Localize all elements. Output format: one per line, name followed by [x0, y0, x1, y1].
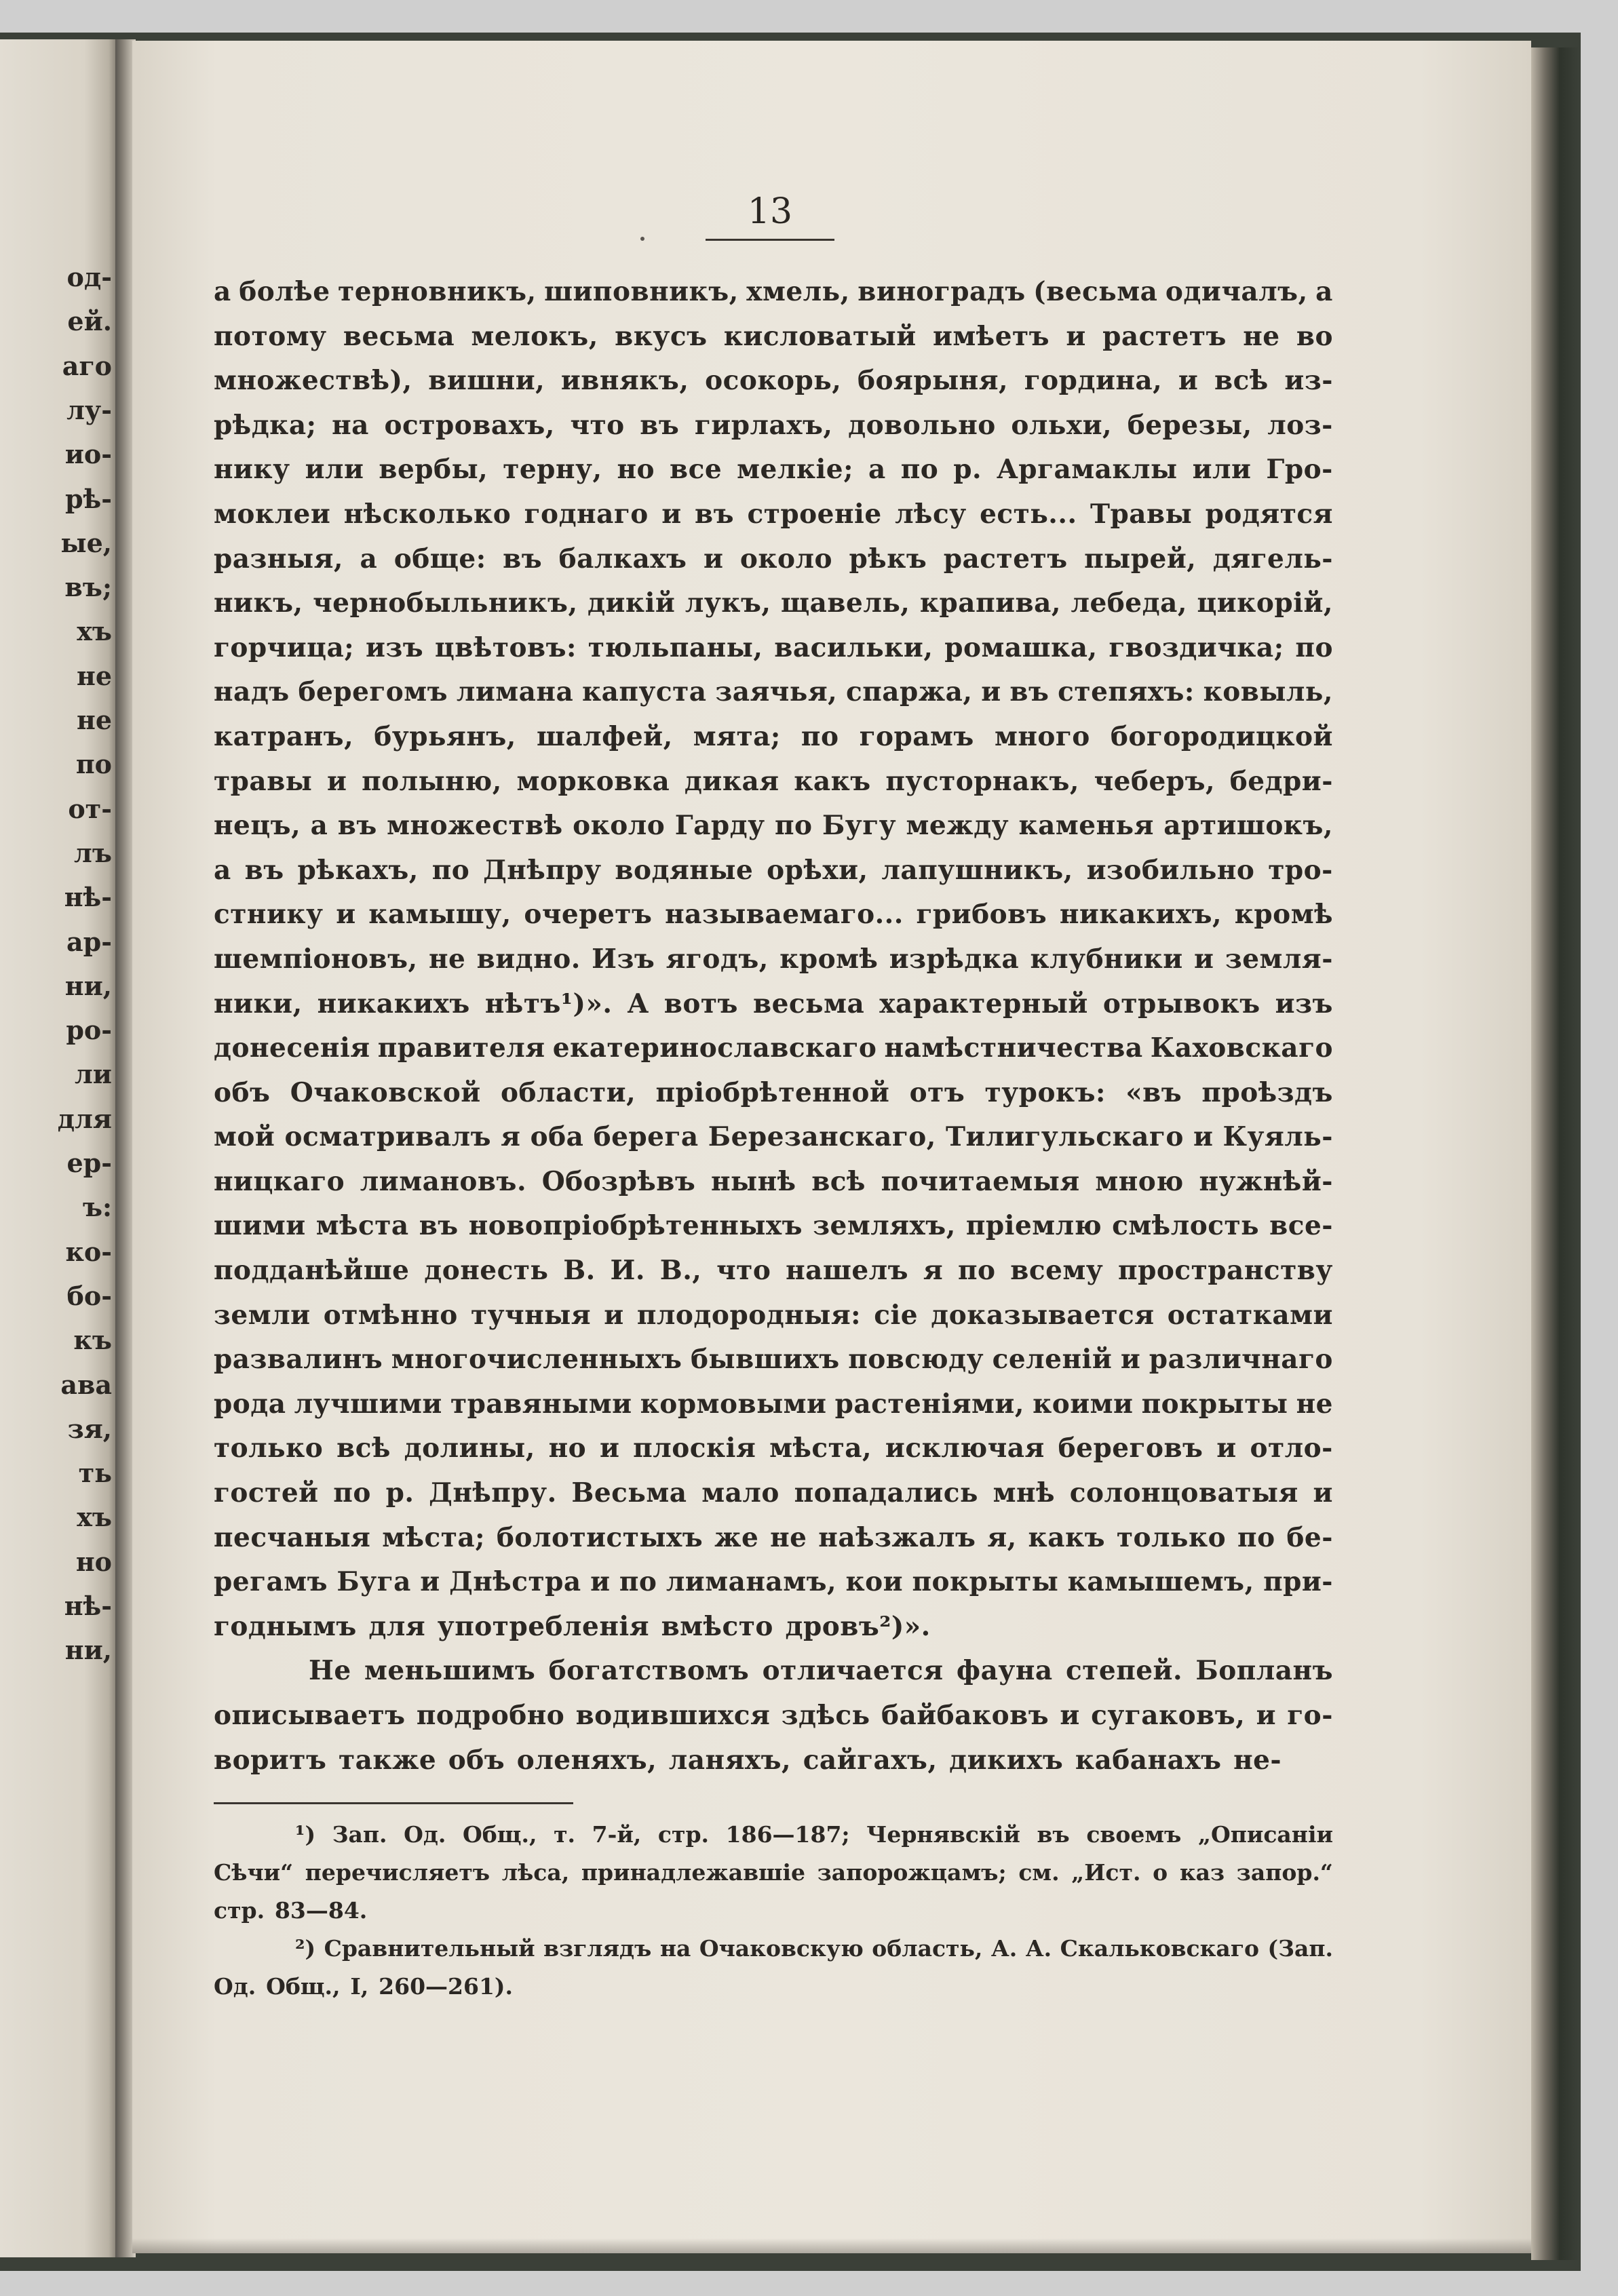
left-page-text-fragment: но	[75, 1546, 112, 1577]
body-text-line: Не меньшимъ богатствомъ отличается фауна степей. Бопланъ	[309, 1655, 1333, 1687]
body-text-line: рода лучшими травяными кормовыми растеніями, коими покрыты не	[214, 1388, 1333, 1420]
left-page-text-fragment: въ;	[64, 572, 112, 603]
left-page-text-fragment: къ	[73, 1325, 112, 1356]
body-text-line: земли отмѣнно тучныя и плодородныя: сіе доказывается остатками	[214, 1299, 1333, 1331]
body-text-line: песчаныя мѣста; болотистыхъ же не наѣзжалъ я, какъ только по бе-	[214, 1521, 1333, 1553]
body-text-line: моклеи нѣсколько годнаго и въ строеніе лѣсу есть... Травы родятся	[214, 498, 1333, 530]
left-page-text-fragment: рѣ-	[64, 483, 112, 514]
left-page-edge	[0, 39, 121, 2257]
body-text-line: гостей по р. Днѣпру. Весьма мало попадались мнѣ солонцоватыя и	[214, 1477, 1333, 1509]
left-page-text-fragment: ни,	[64, 1635, 112, 1666]
body-text-line: шемпіоновъ, не видно. Изъ ягодъ, кромѣ изрѣдка клубники и земля-	[214, 943, 1333, 975]
page-bottom-shadow	[132, 2238, 1531, 2253]
body-text-line: ницкаго лимановъ. Обозрѣвъ нынѣ всѣ почитаемыя мною нужнѣй-	[214, 1165, 1333, 1197]
body-text-line: только всѣ долины, но и плоскія мѣста, исключая береговъ и отло-	[214, 1433, 1333, 1464]
page-number-rule	[706, 239, 834, 241]
body-text-line: воритъ также объ оленяхъ, ланяхъ, сайгахъ, дикихъ кабанахъ не-	[214, 1744, 1282, 1776]
footnote-rule	[214, 1802, 573, 1804]
left-page-text-fragment: бо-	[66, 1280, 112, 1311]
left-page-text-fragment: лу-	[66, 394, 112, 425]
body-text-line: ники, никакихъ нѣтъ¹)». А вотъ весьма характерный отрывокъ изъ	[214, 988, 1333, 1019]
left-page-text-fragment: ъ:	[82, 1192, 112, 1223]
body-text-line: донесенія правителя екатеринославскаго намѣстничества Каховскаго	[214, 1032, 1333, 1064]
page-number: 13	[747, 191, 793, 232]
left-page-text-fragment: ко-	[65, 1236, 112, 1267]
body-text-line: надъ берегомъ лимана капуста заячья, спаржа, и въ степяхъ: ковыль,	[214, 676, 1333, 708]
left-page-text-fragment: ые,	[60, 527, 112, 558]
body-text	[214, 270, 1333, 1783]
body-text-line: стнику и камышу, очеретъ называемаго... грибовъ никакихъ, кромѣ	[214, 899, 1333, 931]
footnote-line: ¹) Зап. Од. Общ., т. 7-й, стр. 186—187; Чернявскій въ своемъ „Описаніи	[295, 1821, 1333, 1848]
body-text-line: никъ, чернобыльникъ, дикій лукъ, щавель, крапива, лебеда, цикорій,	[214, 587, 1333, 619]
left-page-text-fragment: ей.	[67, 306, 112, 337]
page-mark-dot	[640, 237, 644, 241]
footnote-line: Сѣчи“ перечисляетъ лѣса, принадлежавшіе запорожцамъ; см. „Ист. о каз запор.“	[214, 1859, 1333, 1886]
footnote-line: ²) Сравнительный взглядъ на Очаковскую область, А. А. Скальковскаго (Зап.	[295, 1935, 1333, 1962]
body-text-line: разныя, а обще: въ балкахъ и около рѣкъ растетъ пырей, дягель-	[214, 543, 1333, 575]
left-page-text-fragment: ни,	[64, 970, 112, 1001]
body-text-line: множествѣ), вишни, ивнякъ, осокорь, боярыня, гордина, и всѣ из-	[214, 365, 1333, 397]
left-page-text-fragment: ио-	[64, 439, 112, 470]
left-page-text-fragment: нѣ-	[64, 882, 112, 913]
left-page-text-fragment: ава	[60, 1369, 112, 1400]
body-text-line: потому весьма мелокъ, вкусъ кисловатый имѣетъ и растетъ не во	[214, 320, 1333, 352]
body-text-line: регамъ Буга и Днѣстра и по лиманамъ, кои покрыты камышемъ, при-	[214, 1566, 1333, 1598]
left-page-text-fragment: по	[75, 749, 112, 780]
body-text-line: подданѣйше донесть В. И. В., что нашелъ я по всему пространству	[214, 1255, 1333, 1287]
body-text-line: объ Очаковской области, пріобрѣтенной отъ турокъ: «въ проѣздъ	[214, 1076, 1333, 1108]
footnotes	[214, 1816, 1333, 2006]
page-edge-shadow	[1531, 47, 1579, 2260]
body-text-line: горчица; изъ цвѣтовъ: тюльпаны, васильки, ромашка, гвоздичка; по	[214, 631, 1333, 663]
left-page-text-fragment: хъ	[77, 616, 112, 647]
body-text-line: мой осматривалъ я оба берега Березанскаго, Тилигульскаго и Куяль-	[214, 1121, 1333, 1153]
body-text-line: травы и полыню, морковка дикая какъ пусторнакъ, чеберъ, бедри-	[214, 765, 1333, 797]
left-page-text-fragment: хъ	[77, 1502, 112, 1533]
footnote-line: стр. 83—84.	[214, 1897, 368, 1924]
body-text-line: годнымъ для употребленія вмѣсто дровъ²)».	[214, 1610, 931, 1642]
body-text-line: катранъ, бурьянъ, шалфей, мята; по горамъ много богородицкой	[214, 720, 1333, 752]
body-text-line: нецъ, а въ множествѣ около Гарду по Бугу между каменья артишокъ,	[214, 810, 1333, 842]
footnote-line: Од. Общ., I, 260—261).	[214, 1973, 514, 2000]
left-page-text-fragment: нѣ-	[64, 1591, 112, 1621]
left-page-text-fragment: зя,	[67, 1413, 112, 1444]
left-page-text-fragment: от-	[68, 793, 112, 824]
body-text-line: развалинъ многочисленныхъ бывшихъ повсюду селеній и различнаго	[214, 1344, 1333, 1376]
body-text-line: нику или вербы, терну, но все мелкіе; а по р. Аргамаклы или Гро-	[214, 454, 1333, 486]
left-page-text-fragment: ар-	[66, 926, 112, 957]
body-text-line: шими мѣста въ новопріобрѣтенныхъ земляхъ, пріемлю смѣлость все-	[214, 1210, 1333, 1242]
body-text-line: рѣдка; на островахъ, что въ гирлахъ, довольно ольхи, березы, лоз-	[214, 409, 1333, 441]
left-page-text-fragment: для	[57, 1103, 112, 1134]
left-page-text-fragment: од-	[66, 262, 112, 292]
body-text-line: а въ рѣкахъ, по Днѣпру водяные орѣхи, лапушникъ, изобильно тро-	[214, 854, 1333, 886]
body-text-line: описываетъ подробно водившихся здѣсь байбаковъ и сугаковъ, и го-	[214, 1700, 1333, 1731]
left-page-text-fragment: ер-	[66, 1148, 112, 1178]
left-page-text-fragment: ро-	[66, 1015, 112, 1046]
left-page-text-fragment: ть	[78, 1458, 112, 1489]
left-page-text-fragment: ли	[75, 1059, 112, 1090]
left-page-text-fragment: не	[77, 660, 112, 691]
left-page-text-fragment: лъ	[74, 837, 112, 868]
body-text-line: а болѣе терновникъ, шиповникъ, хмель, виноградъ (весьма одичалъ, а	[214, 276, 1333, 307]
left-page-text-fragment: не	[77, 705, 112, 735]
left-page-text-fragment: аго	[62, 350, 112, 381]
